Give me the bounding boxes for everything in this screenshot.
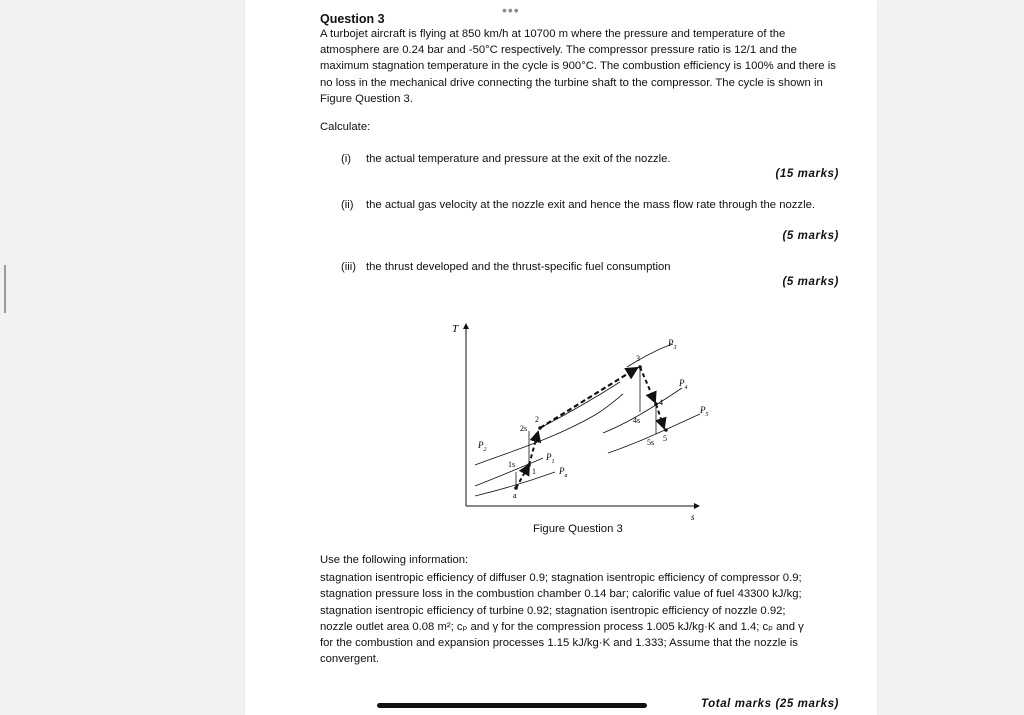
label-p2: $P_2$ xyxy=(478,440,487,453)
item-i-marks: (15 marks) xyxy=(775,168,839,180)
info-body xyxy=(320,570,840,668)
point-4 xyxy=(654,402,658,406)
label-point-1s: 1s xyxy=(508,460,516,469)
item-iii-marks: (5 marks) xyxy=(782,276,839,288)
label-pa: $P_a$ xyxy=(559,466,568,479)
info-line: stagnation isentropic efficiency of diffuser 0.9; stagnation isentropic efficiency of compressor 0.9; xyxy=(320,572,802,584)
label-point-2s: 2s xyxy=(520,424,528,433)
more-options-icon[interactable]: ••• xyxy=(502,2,520,18)
label-point-4s: 4s xyxy=(633,416,641,425)
info-heading: Use the following information: xyxy=(320,554,469,566)
question-item-ii xyxy=(341,199,815,211)
label-p3: $P_3$ xyxy=(668,338,677,351)
item-text: the thrust developed and the thrust-specific fuel consumption xyxy=(366,261,671,273)
label-point-2: 2 xyxy=(535,415,539,424)
isobar-p5 xyxy=(608,414,700,453)
item-number: (i) xyxy=(341,153,352,165)
ts-diagram xyxy=(445,318,710,523)
calculate-label: Calculate: xyxy=(320,121,371,133)
item-text: the actual gas velocity at the nozzle exit and hence the mass flow rate through the nozzle. xyxy=(366,199,816,211)
point-5 xyxy=(664,428,668,432)
document-page xyxy=(245,0,877,715)
point-a xyxy=(514,486,518,490)
point-1 xyxy=(527,463,531,467)
item-text: the actual temperature and pressure at the exit of the nozzle. xyxy=(366,153,671,165)
item-number: (iii) xyxy=(341,261,357,273)
point-2 xyxy=(538,426,542,430)
info-line: stagnation pressure loss in the combustion chamber 0.14 bar; calorific value of fuel 43300 kJ/kg; xyxy=(320,588,802,601)
scroll-edge-indicator xyxy=(4,265,6,313)
point-3 xyxy=(638,365,642,369)
isobar-p3-upper xyxy=(627,344,673,367)
label-p1: $P_1$ xyxy=(546,452,555,465)
question-paragraph: A turbojet aircraft is flying at 850 km/h at 10700 m where the pressure and temperature of the atmosphere are 0.24 bar and -50°C respectively. The compressor pressure ratio is 12/1 and the maximum stagnation temperature in the cycle is 900°C. The combustion efficiency is 100% and there is no loss in the mechanical drive connecting the turbine shaft to the compressor. The cycle is shown in Figure Question 3. xyxy=(320,28,836,105)
path-1-2 xyxy=(529,432,538,465)
s-axis-label: s xyxy=(691,512,695,522)
label-point-3: 3 xyxy=(636,354,640,363)
total-marks: Total marks (25 marks) xyxy=(700,698,839,710)
label-point-1: 1 xyxy=(532,467,536,476)
item-number: (ii) xyxy=(341,199,354,211)
item-ii-marks: (5 marks) xyxy=(782,230,839,242)
label-p4: $P_4$ xyxy=(679,378,688,391)
path-3-4 xyxy=(640,367,655,402)
home-indicator-bar[interactable] xyxy=(377,703,647,708)
label-point-a: a xyxy=(513,491,517,500)
info-line: for the combustion and expansion processes 1.15 kJ/kg·K and 1.333; Assume that the nozzle is xyxy=(320,637,798,650)
figure-caption: Figure Question 3 xyxy=(533,523,623,535)
question-item-iii xyxy=(341,261,671,273)
info-line: convergent. xyxy=(320,653,380,666)
label-p5: $P_5$ xyxy=(700,405,709,418)
question-title: Question 3 xyxy=(320,12,385,26)
info-line: nozzle outlet area 0.08 m²; cₚ and γ for the compression process 1.005 kJ/kg·K and 1.4; cₚ and γ xyxy=(320,620,804,633)
isobar-p4 xyxy=(603,388,682,433)
label-point-5: 5 xyxy=(663,434,667,443)
info-line: stagnation isentropic efficiency of turbine 0.92; stagnation isentropic efficiency of nozzle 0.92; xyxy=(320,604,786,617)
label-point-4: 4 xyxy=(659,398,663,407)
t-axis-label: T xyxy=(452,323,459,335)
path-4-5 xyxy=(656,404,664,428)
isobar-2-segment xyxy=(540,382,620,428)
question-item-i xyxy=(341,153,671,165)
label-point-5s: 5s xyxy=(647,438,655,447)
